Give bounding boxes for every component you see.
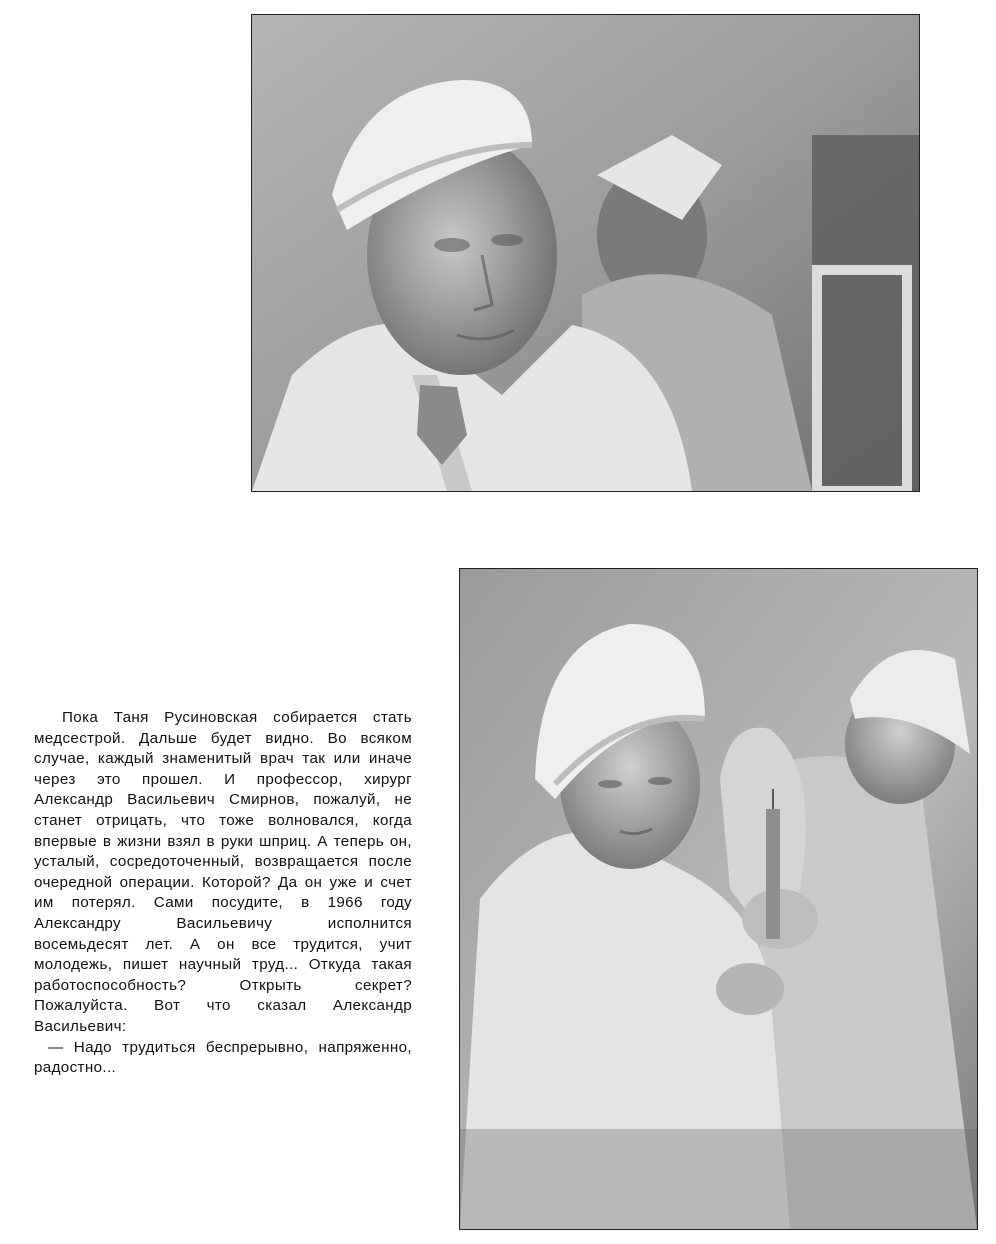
photo-nurses-syringe-image — [460, 569, 977, 1229]
photo-surgeon-image — [252, 15, 919, 491]
photo-surgeon — [251, 14, 920, 492]
article-text-block — [34, 708, 412, 1079]
article-quote: — Надо трудиться беспрерывно, напряженно, радостно... — [34, 1038, 412, 1077]
article-paragraph: Пока Таня Русиновская собирается стать медсестрой. Дальше будет видно. Во всяком случае, каждый знаменитый врач так или иначе через это прошел. И профессор, хирург Александр Васильевич Смирнов, пожалуй, не станет отрицать, что тоже волновался, когда впервые в жизни взял в руки шприц. А теперь он, усталый, сосредоточенный, возвращается после очередной операции. Которой? Да он уже и счет им потерял. Сами посудите, в 1966 году Александру Васильевичу исполнится восемьдесят лет. А он все трудится, учит молодежь, пишет научный труд... Откуда такая работоспособность? Открыть секрет? Пожалуйста. Вот что сказал Александр Васильевич: — [34, 709, 412, 1035]
photo-nurses-syringe — [459, 568, 978, 1230]
